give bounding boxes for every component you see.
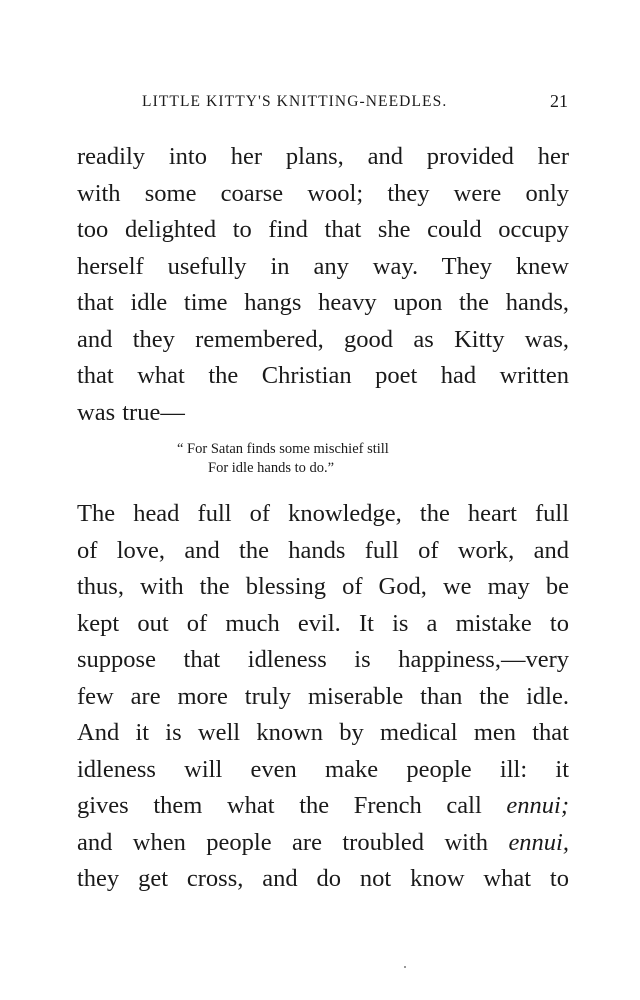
text-line: was true—: [77, 398, 185, 426]
paragraph-1: [77, 139, 569, 431]
text-line: that what the Christian poet had written: [77, 362, 569, 389]
text-segment: and when people are troubled with: [77, 828, 509, 856]
running-head: [108, 93, 568, 117]
text-line: few are more truly miserable than the idle.: [77, 682, 569, 710]
text-line: And it is well known by medical men that: [77, 719, 569, 746]
verse-line: For idle hands to do.”: [208, 460, 335, 476]
text-line: suppose that idleness is happiness,—very: [77, 646, 569, 673]
text-line: [77, 788, 569, 825]
text-line: too delighted to find that she could occupy: [77, 216, 569, 243]
text-line: they get cross, and do not know what to: [77, 865, 569, 892]
italic-word: ennui,: [508, 828, 569, 856]
text-line: herself usefully in any way. They knew: [77, 252, 569, 280]
verse-line: “ For Satan finds some mischief still: [177, 441, 389, 457]
text-segment: gives them what the French call: [77, 792, 507, 819]
text-line: of love, and the hands full of work, and: [77, 536, 569, 564]
running-title: LITTLE KITTY'S KNITTING-NEEDLES.: [142, 93, 448, 110]
text-line: idleness will even make people ill: it: [77, 755, 569, 783]
text-line: kept out of much evil. It is a mistake to: [77, 609, 569, 637]
italic-word: ennui;: [506, 792, 569, 819]
text-line: readily into her plans, and provided her: [77, 143, 569, 170]
text-line: with some coarse wool; they were only: [77, 179, 569, 207]
text-line: that idle time hangs heavy upon the hands,: [77, 289, 569, 316]
page-number: 21: [550, 91, 568, 111]
paper-speck: [404, 966, 406, 968]
text-line: The head full of knowledge, the heart full: [77, 500, 569, 527]
verse-quotation: [177, 440, 477, 478]
text-line: and they remembered, good as Kitty was,: [77, 325, 569, 353]
text-line: [77, 825, 569, 862]
paragraph-2: [77, 496, 569, 898]
text-line: thus, with the blessing of God, we may be: [77, 573, 569, 600]
